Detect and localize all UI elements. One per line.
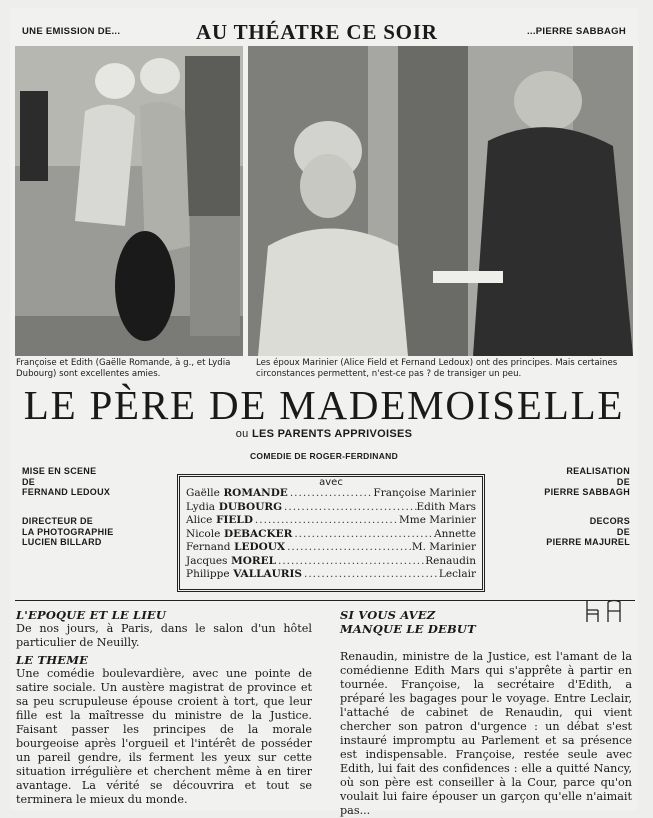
right-column bbox=[340, 608, 632, 818]
chairs-icon bbox=[584, 598, 624, 624]
text-theme: Une comédie boulevardière, avec une pointe de satire sociale. Un austère magistrat de province et sa peu scrupuleuse épouse croient à tort, que leur fille est la maîtresse du ministre de la Justice. Faisant passer les principes de la morale bourgeoise après l'orgueil et l'intérêt de posséder un pareil gendre, ils ferment les yeux sur cette situation irrégulière et cherchent même à en tirer avantage. La vérité se découvrira et tout se terminera le mieux du monde. bbox=[16, 667, 312, 806]
heading-debut-1: SI VOUS AVEZ bbox=[340, 608, 436, 622]
photo-two-women bbox=[15, 46, 243, 356]
header-right: ...PIERRE SABBAGH bbox=[526, 26, 626, 37]
header-left: UNE EMISSION DE... bbox=[22, 26, 121, 37]
left-column bbox=[16, 608, 312, 807]
credit-mise-en-scene bbox=[22, 466, 110, 498]
cast-box bbox=[177, 474, 485, 592]
cast-actor: Philippe VALLAURIS bbox=[186, 568, 302, 580]
credit-name: PIERRE MAJUREL bbox=[546, 537, 630, 547]
heading-debut-2: MANQUE LE DEBUT bbox=[340, 622, 476, 636]
subtitle-ou: ou bbox=[235, 428, 249, 440]
cast-row bbox=[186, 501, 476, 515]
credit-role: DIRECTEUR DE bbox=[22, 516, 94, 526]
credit-name: FERNAND LEDOUX bbox=[22, 487, 111, 497]
play-subtitle bbox=[10, 428, 638, 440]
cast-role: Renaudin bbox=[425, 554, 476, 567]
credit-role: MISE EN SCENE bbox=[22, 466, 97, 476]
cast-row bbox=[186, 514, 476, 528]
credit-de: DE bbox=[22, 476, 36, 487]
heading-epoque: L'EPOQUE ET LE LIEU bbox=[16, 608, 167, 622]
cast-list bbox=[186, 487, 476, 582]
header-bar bbox=[10, 20, 638, 44]
cast-role: M. Marinier bbox=[411, 541, 476, 553]
cast-row bbox=[186, 568, 476, 582]
cast-actor: Gaëlle ROMANDE bbox=[186, 487, 288, 499]
text-epoque: De nos jours, à Paris, dans le salon d'un hôtel particulier de Neuilly. bbox=[16, 622, 312, 649]
cast-role: Edith Mars bbox=[416, 500, 476, 513]
cast-row bbox=[186, 555, 476, 569]
cast-actor: Alice FIELD bbox=[186, 514, 253, 526]
photo-caption-right: Les époux Marinier (Alice Field et Fernand Ledoux) ont des principes. Mais certaines circonstances permettent, n'est-ce pas ? de transiger un peu. bbox=[256, 358, 618, 379]
photo-caption-left: Françoise et Edith (Gaëlle Romande, à g., et Lydia Dubourg) sont excellentes amies. bbox=[16, 358, 231, 379]
credit-role: DECORS bbox=[589, 516, 630, 526]
cast-role: Leclair bbox=[438, 568, 476, 580]
text-debut: Renaudin, ministre de la Justice, est l'amant de la comédienne Edith Mars qui s'apprête à partir en tournée. Françoise, la secrétaire d'Edith, a préparé les bagages pour le voyage. Entre Leclair, l'attaché de cabinet de Renaudin, qui vient chercher son patron d'urgence : un débat s'est instauré impromptu au Parlement et sa présence est indispensable. Françoise, restée seule avec Edith, lui fait des confidences : elle a quitté Nancy, où son père est conseiller à la Cour, parce qu'on voulait lui faire épouser un garçon qu'elle n'aimait pas... bbox=[340, 650, 632, 817]
heading-theme: LE THEME bbox=[16, 653, 89, 667]
section-title: AU THÉATRE CE SOIR bbox=[196, 20, 438, 44]
cast-actor: Nicole DEBACKER bbox=[186, 527, 293, 540]
section-divider bbox=[15, 600, 635, 601]
subtitle-text: LES PARENTS APPRIVOISES bbox=[251, 428, 413, 440]
credit-realisation bbox=[544, 466, 630, 498]
cast-role: Françoise Marinier bbox=[373, 487, 476, 499]
magazine-page bbox=[10, 8, 638, 817]
cast-role: Annette bbox=[434, 527, 476, 540]
cast-avec: avec bbox=[316, 477, 346, 488]
cast-actor: Jacques MOREL bbox=[186, 554, 276, 567]
credit-de: LA PHOTOGRAPHIE bbox=[22, 526, 114, 537]
credit-name: LUCIEN BILLARD bbox=[22, 537, 102, 547]
cast-row bbox=[186, 528, 476, 542]
cast-row bbox=[186, 487, 476, 501]
play-author: COMEDIE DE ROGER-FERDINAND bbox=[249, 451, 399, 461]
play-title: LE PÈRE DE MADEMOISELLE bbox=[23, 382, 625, 428]
cast-actor: Lydia DUBOURG bbox=[186, 500, 283, 513]
credit-role: REALISATION bbox=[566, 466, 630, 476]
credit-de: DE bbox=[616, 526, 630, 537]
credit-decors bbox=[546, 516, 630, 548]
credit-de: DE bbox=[616, 476, 630, 487]
cast-actor: Fernand LEDOUX bbox=[186, 541, 286, 553]
credit-photographie bbox=[22, 516, 114, 548]
cast-row bbox=[186, 541, 476, 555]
cast-role: Mme Marinier bbox=[398, 514, 476, 526]
photo-couple bbox=[248, 46, 633, 356]
credit-name: PIERRE SABBAGH bbox=[544, 487, 630, 497]
